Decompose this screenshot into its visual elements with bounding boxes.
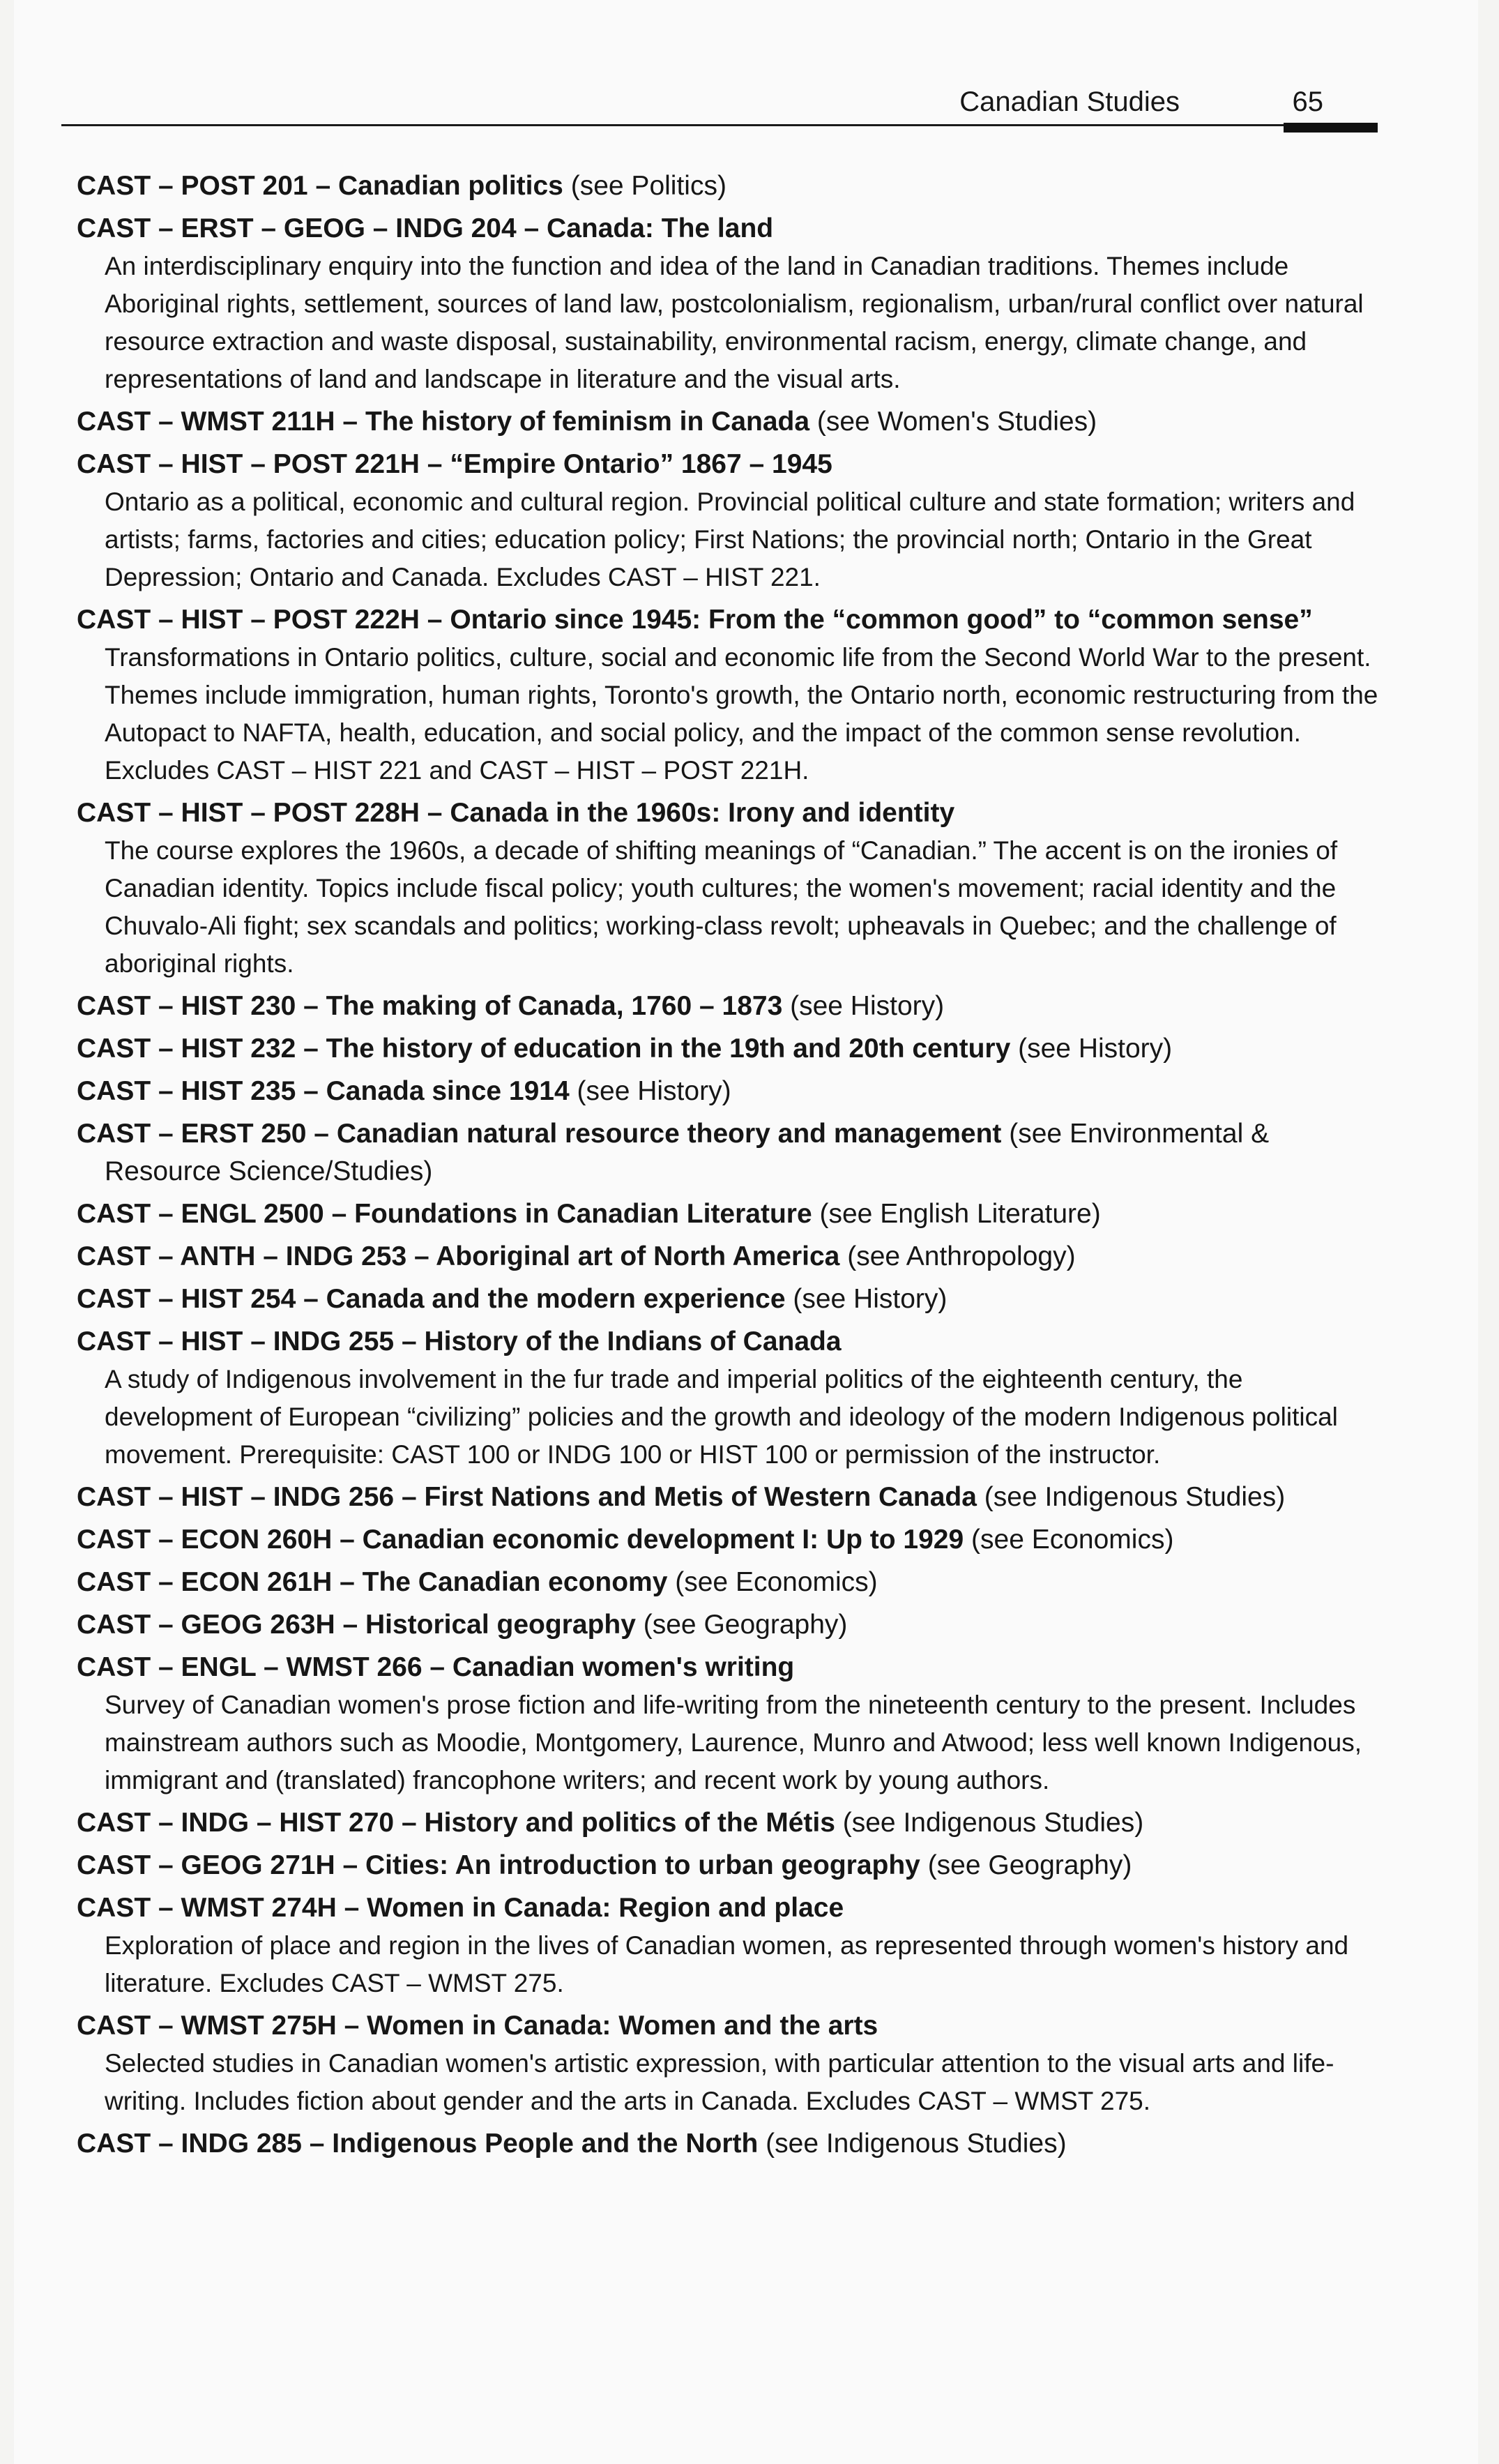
course-title <box>77 1238 1387 1276</box>
course-code: CAST – HIST – POST 222H – <box>77 605 450 635</box>
course-description: The course explores the 1960s, a decade of shifting meanings of “Canadian.” The accent is on the ironies of Canadian identity. Topics include fiscal policy; youth cultures; the women's movement; racial identity and the Chuvalo-Ali fight; sex scandals and politics; working-class revolt; upheavals in Quebec; and the challenge of aboriginal rights. <box>105 836 1338 978</box>
course-cross-reference: (see Women's Studies) <box>809 407 1097 437</box>
course-code: CAST – WMST 275H – <box>77 2011 367 2041</box>
course-name: Ontario since 1945: From the “common good” to “common sense” <box>450 605 1313 635</box>
course-cross-reference: (see English Literature) <box>812 1199 1101 1229</box>
course-code: CAST – INDG – HIST 270 – <box>77 1808 425 1838</box>
course-cross-reference: (see Geography) <box>920 1850 1132 1880</box>
course-title <box>77 1521 1387 1559</box>
course-code: CAST – ERST – GEOG – INDG 204 – <box>77 213 547 243</box>
course-name: Canada in the 1960s: Irony and identity <box>450 798 955 828</box>
course-title <box>77 1323 1387 1361</box>
course-title <box>77 167 1387 205</box>
course-code: CAST – ECON 260H – <box>77 1525 363 1555</box>
course-title <box>77 1804 1387 1842</box>
course-description: Transformations in Ontario politics, culture, social and economic life from the Second World War to the present. Themes include immigration, human rights, Toronto's growth, the Ontario north, economic restructuring from the Autopact to NAFTA, health, education, and social policy, and the impact of the common sense revolution. Excludes CAST – HIST 221 and CAST – HIST – POST 221H. <box>105 643 1378 785</box>
course-entry <box>77 1564 1387 1601</box>
course-entry <box>77 1115 1387 1191</box>
course-title <box>77 1115 1387 1191</box>
course-code: CAST – INDG 285 – <box>77 2129 333 2159</box>
course-cross-reference: (see History) <box>782 991 945 1021</box>
course-title <box>77 1649 1387 1686</box>
course-name: History of the Indians of Canada <box>424 1327 842 1356</box>
course-entry <box>77 403 1387 441</box>
course-code: CAST – HIST 254 – <box>77 1284 326 1314</box>
course-name: Canada and the modern experience <box>326 1284 786 1314</box>
course-title <box>77 2125 1387 2163</box>
course-cross-reference: (see Economics) <box>667 1567 878 1597</box>
course-cross-reference: (see Economics) <box>964 1525 1174 1555</box>
course-name: “Empire Ontario” 1867 – 1945 <box>450 449 832 479</box>
course-entry <box>77 988 1387 1025</box>
course-title <box>77 1195 1387 1233</box>
course-title <box>77 403 1387 441</box>
course-name: The Canadian economy <box>362 1567 668 1597</box>
course-title <box>77 1847 1387 1884</box>
course-name: Canadian politics <box>337 171 563 201</box>
course-code: CAST – WMST 211H – <box>77 407 365 437</box>
course-description: Ontario as a political, economic and cultural region. Provincial political culture and state formation; writers and artists; farms, factories and cities; education policy; First Nations; the provincial north; Ontario in the Great Depression; Ontario and Canada. Excludes CAST – HIST 221. <box>105 487 1355 591</box>
course-entry <box>77 1280 1387 1318</box>
course-name: Canada: The land <box>547 213 774 243</box>
course-entry <box>77 601 1387 789</box>
course-title <box>77 794 1387 832</box>
course-name: First Nations and Metis of Western Canada <box>424 1482 977 1512</box>
course-entry <box>77 2007 1387 2120</box>
course-code: CAST – ENGL – WMST 266 – <box>77 1652 452 1682</box>
course-cross-reference: (see Indigenous Studies) <box>976 1482 1286 1512</box>
course-cross-reference: (see Environmental & Resource Science/Studies) <box>105 1119 1270 1186</box>
calendar-page <box>14 0 1478 2464</box>
course-entry <box>77 1847 1387 1884</box>
course-description: Selected studies in Canadian women's artistic expression, with particular attention to the visual arts and life-writing. Includes fiction about gender and the arts in Canada. Excludes CAST – WMST 275. <box>105 2049 1334 2115</box>
course-title <box>77 446 1387 483</box>
header-bar <box>1284 123 1378 133</box>
course-code: CAST – ECON 261H – <box>77 1567 363 1597</box>
course-description: An interdisciplinary enquiry into the function and idea of the land in Canadian traditions. Themes include Aboriginal rights, settlement, sources of land law, postcolonialism, regionalism, urban/rural conflict over natural resource extraction and waste disposal, sustainability, environmental racism, energy, climate change, and representations of land and landscape in literature and the visual arts. <box>105 252 1364 393</box>
course-entry <box>77 1649 1387 1799</box>
course-entry <box>77 1195 1387 1233</box>
course-entry <box>77 446 1387 596</box>
course-name: The history of feminism in Canada <box>365 407 810 437</box>
course-code: CAST – ERST 250 – <box>77 1119 337 1149</box>
course-entry <box>77 1323 1387 1474</box>
course-list <box>77 167 1387 2168</box>
course-entry <box>77 167 1387 205</box>
course-cross-reference: (see Geography) <box>635 1610 848 1640</box>
course-title <box>77 1606 1387 1644</box>
course-name: Indigenous People and the North <box>332 2129 759 2159</box>
course-title <box>77 210 1387 248</box>
page-number: 65 <box>1292 86 1323 117</box>
course-name: Canada since 1914 <box>326 1076 570 1106</box>
course-name: Canadian women's writing <box>452 1652 795 1682</box>
course-name: Historical geography <box>365 1610 636 1640</box>
course-code: CAST – HIST – INDG 256 – <box>77 1482 425 1512</box>
course-description: Exploration of place and region in the lives of Canadian women, as represented through women's history and literature. Excludes CAST – WMST 275. <box>105 1931 1349 1997</box>
course-code: CAST – GEOG 271H – <box>77 1850 365 1880</box>
course-code: CAST – HIST 230 – <box>77 991 326 1021</box>
course-entry <box>77 1238 1387 1276</box>
course-code: CAST – HIST – INDG 255 – <box>77 1327 425 1356</box>
course-cross-reference: (see History) <box>785 1284 948 1314</box>
course-description: A study of Indigenous involvement in the fur trade and imperial politics of the eighteenth century, the development of European “civilizing” policies and the growth and ideology of the modern Indigenous political movement. Prerequisite: CAST 100 or INDG 100 or HIST 100 or permission of the instructor. <box>105 1365 1338 1469</box>
course-name: Canadian natural resource theory and management <box>336 1119 1002 1149</box>
course-name: The making of Canada, 1760 – 1873 <box>326 991 783 1021</box>
course-cross-reference: (see Anthropology) <box>839 1241 1076 1271</box>
course-name: Canadian economic development I: Up to 1929 <box>362 1525 964 1555</box>
course-cross-reference: (see Indigenous Studies) <box>835 1808 1144 1838</box>
course-entry <box>77 794 1387 983</box>
course-title <box>77 988 1387 1025</box>
course-code: CAST – WMST 274H – <box>77 1893 367 1923</box>
section-title: Canadian Studies <box>959 86 1180 117</box>
course-code: CAST – HIST 232 – <box>77 1034 326 1064</box>
course-code: CAST – POST 201 – <box>77 171 338 201</box>
course-name: Cities: An introduction to urban geography <box>365 1850 920 1880</box>
course-name: The history of education in the 19th and 20th century <box>326 1034 1011 1064</box>
course-title <box>77 1889 1387 1927</box>
course-entry <box>77 1521 1387 1559</box>
course-code: CAST – ENGL 2500 – <box>77 1199 355 1229</box>
course-description: Survey of Canadian women's prose fiction and life-writing from the nineteenth century to the present. Includes mainstream authors such as Moodie, Montgomery, Laurence, Munro and Atwood; less well known Indigenous, immigrant and (translated) francophone writers; and recent work by young authors. <box>105 1691 1362 1794</box>
course-entry <box>77 1804 1387 1842</box>
course-name: History and politics of the Métis <box>424 1808 835 1838</box>
course-code: CAST – HIST – POST 228H – <box>77 798 450 828</box>
course-name: Women in Canada: Women and the arts <box>367 2011 878 2041</box>
course-entry <box>77 1606 1387 1644</box>
course-entry <box>77 1479 1387 1516</box>
course-title <box>77 1479 1387 1516</box>
header-rule <box>61 124 1378 126</box>
course-code: CAST – ANTH – INDG 253 – <box>77 1241 436 1271</box>
course-title <box>77 1073 1387 1110</box>
course-entry <box>77 1030 1387 1068</box>
course-title <box>77 1030 1387 1068</box>
page-header <box>61 82 1378 138</box>
course-title <box>77 1564 1387 1601</box>
course-code: CAST – HIST – POST 221H – <box>77 449 450 479</box>
course-title <box>77 601 1387 639</box>
course-title <box>77 1280 1387 1318</box>
course-entry <box>77 210 1387 398</box>
course-name: Women in Canada: Region and place <box>367 1893 844 1923</box>
course-name: Aboriginal art of North America <box>436 1241 840 1271</box>
course-code: CAST – GEOG 263H – <box>77 1610 365 1640</box>
course-cross-reference: (see Politics) <box>563 171 726 201</box>
course-name: Foundations in Canadian Literature <box>354 1199 812 1229</box>
course-entry <box>77 1073 1387 1110</box>
course-entry <box>77 1889 1387 2002</box>
course-cross-reference: (see History) <box>1010 1034 1173 1064</box>
course-entry <box>77 2125 1387 2163</box>
course-title <box>77 2007 1387 2045</box>
course-cross-reference: (see Indigenous Studies) <box>758 2129 1067 2159</box>
course-code: CAST – HIST 235 – <box>77 1076 326 1106</box>
course-cross-reference: (see History) <box>569 1076 731 1106</box>
